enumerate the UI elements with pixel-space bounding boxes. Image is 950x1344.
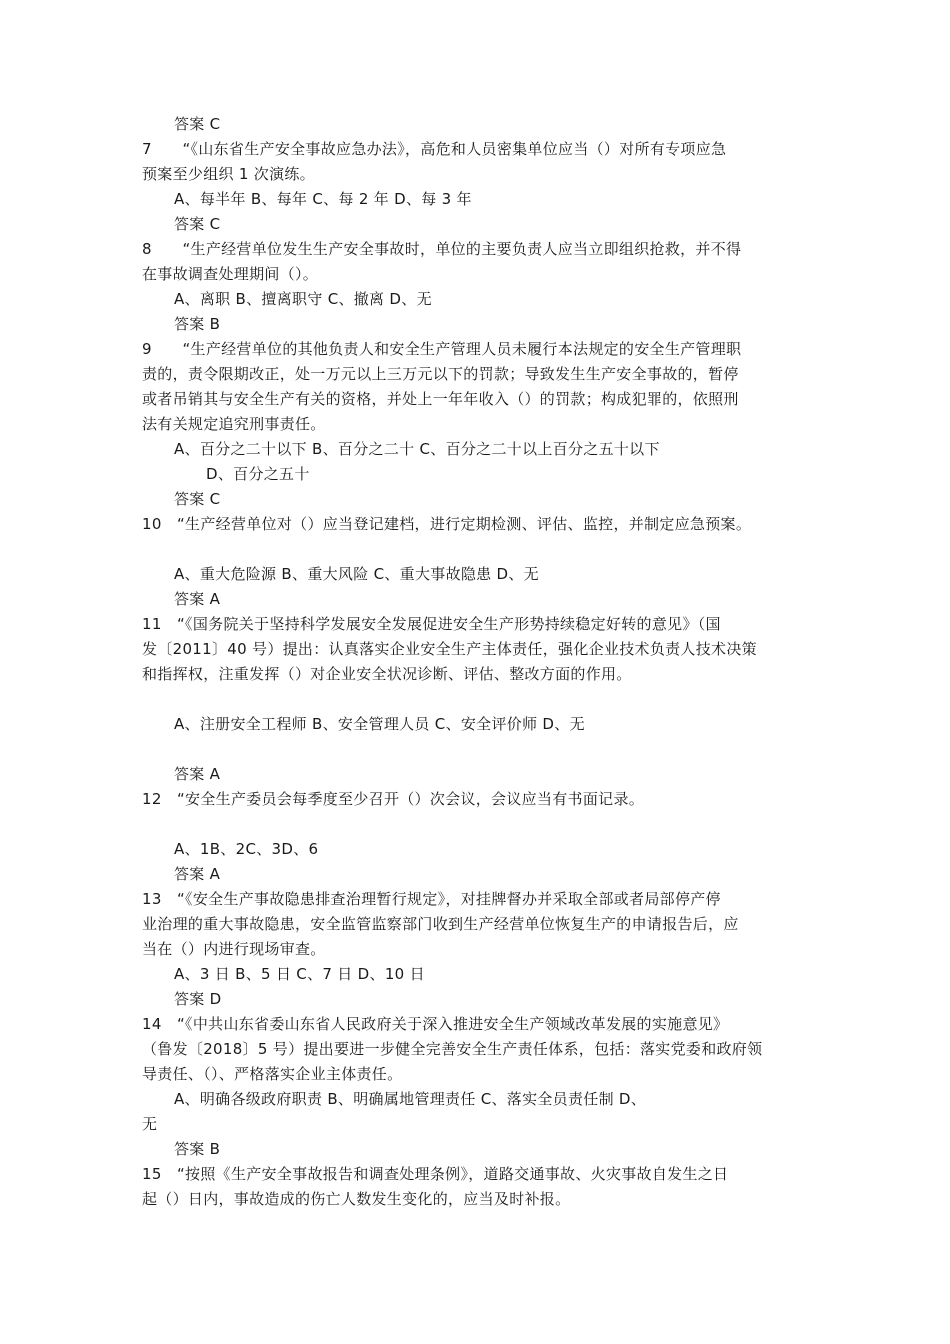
question-11-text-cont: 发〔2011〕40 号）提出：认真落实企业安全生产主体责任，强化企业技术负责人技术决策 [142,640,757,658]
question-9-options-cont: D、百分之五十 [206,465,310,483]
question-14-options-cont: 无 [142,1115,158,1133]
question-14-text: 14 “《中共山东省委山东省人民政府关于深入推进安全生产领域改革发展的实施意见》 [142,1015,729,1033]
question-14-options: A、明确各级政府职责 B、明确属地管理责任 C、落实全员责任制 D、 [174,1090,647,1108]
answer-line: 答案 C [174,115,221,133]
question-11-options: A、注册安全工程师 B、安全管理人员 C、安全评价师 D、无 [174,715,585,733]
question-7-options: A、每半年 B、每年 C、每 2 年 D、每 3 年 [174,190,472,208]
question-9-answer: 答案 C [174,490,221,508]
question-15-text-cont: 起（）日内，事故造成的伤亡人数发生变化的，应当及时补报。 [142,1190,571,1208]
question-9-text: 9 “生产经营单位的其他负责人和安全生产管理人员未履行本法规定的安全生产管理职 [142,340,742,358]
question-13-text-cont: 业治理的重大事故隐患，安全监管监察部门收到生产经营单位恢复生产的申请报告后，应 [142,915,739,933]
question-13-text-cont: 当在（）内进行现场审查。 [142,940,326,958]
question-11-text-cont: 和指挥权，注重发挥（）对企业安全状况诊断、评估、整改方面的作用。 [142,665,632,683]
question-7-text-cont: 预案至少组织 1 次演练。 [142,165,315,183]
question-13-answer: 答案 D [174,990,222,1008]
question-14-answer: 答案 B [174,1140,221,1158]
question-7-answer: 答案 C [174,215,221,233]
question-7-text: 7 “《山东省生产安全事故应急办法》，高危和人员密集单位应当（）对所有专项应急 [142,140,727,158]
question-15-text: 15 “按照《生产安全事故报告和调查处理条例》，道路交通事故、火灾事故自发生之日 [142,1165,729,1183]
question-10-options: A、重大危险源 B、重大风险 C、重大事故隐患 D、无 [174,565,539,583]
question-13-text: 13 “《安全生产事故隐患排查治理暂行规定》，对挂牌督办并采取全部或者局部停产停 [142,890,721,908]
question-8-options: A、离职 B、擅离职守 C、撤离 D、无 [174,290,432,308]
question-14-text-cont: 导责任、（）、严格落实企业主体责任。 [142,1065,403,1083]
question-9-options: A、百分之二十以下 B、百分之二十 C、百分之二十以上百分之五十以下 [174,440,660,458]
question-13-options: A、3 日 B、5 日 C、7 日 D、10 日 [174,965,425,983]
question-12-options: A、1B、2C、3D、6 [174,840,319,858]
question-8-answer: 答案 B [174,315,221,333]
question-12-answer: 答案 A [174,865,221,883]
question-9-text-cont: 法有关规定追究刑事责任。 [142,415,326,433]
question-11-answer: 答案 A [174,765,221,783]
question-12-text: 12 “安全生产委员会每季度至少召开（）次会议，会议应当有书面记录。 [142,790,645,808]
question-8-text: 8 “生产经营单位发生生产安全事故时，单位的主要负责人应当立即组织抢救，并不得 [142,240,742,258]
question-14-text-cont: （鲁发〔2018〕5 号）提出要进一步健全完善安全生产责任体系，包括：落实党委和政府领 [142,1040,763,1058]
question-10-text: 10 “生产经营单位对（）应当登记建档，进行定期检测、评估、监控，并制定应急预案。 [142,515,752,533]
question-9-text-cont: 责的，责令限期改正，处一万元以上三万元以下的罚款；导致发生生产安全事故的，暂停 [142,365,739,383]
question-8-text-cont: 在事故调查处理期间（）。 [142,265,319,283]
question-10-answer: 答案 A [174,590,221,608]
question-11-text: 11 “《国务院关于坚持科学发展安全发展促进安全生产形势持续稳定好转的意见》（国 [142,615,721,633]
question-9-text-cont: 或者吊销其与安全生产有关的资格，并处上一年年收入（）的罚款；构成犯罪的，依照刑 [142,390,739,408]
